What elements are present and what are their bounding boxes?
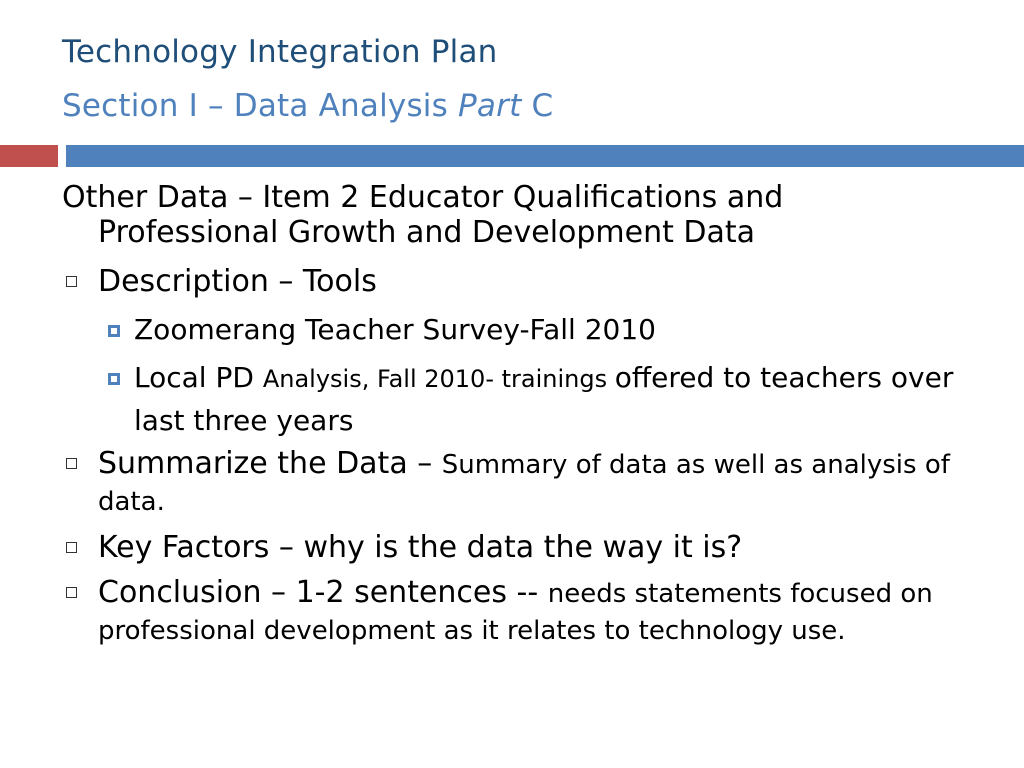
- subtitle-suffix: C: [521, 88, 554, 124]
- bullet-text-b: needs statements focused on professional development as it relates to technology use.: [98, 579, 933, 646]
- hollow-square-bullet-icon: [66, 587, 77, 598]
- bullet-text: Description – Tools: [98, 264, 377, 299]
- intro-paragraph: Other Data – Item 2 Educator Qualifications and Professional Growth and Development Data: [62, 180, 784, 250]
- bullet-text-b: Summary of data as well as analysis of data.: [98, 450, 950, 517]
- bullet-summarize: [62, 446, 962, 520]
- slide-title: Technology Integration Plan: [62, 34, 498, 70]
- bullet-text: Key Factors – why is the data the way it is?: [98, 530, 743, 565]
- bullet-text-a: Summarize the Data –: [98, 446, 442, 481]
- slide-body: [62, 180, 962, 659]
- sub-bullet-text-a: Local PD: [134, 361, 263, 394]
- subtitle-italic: Part: [458, 88, 522, 124]
- blue-square-bullet-icon: [108, 373, 120, 385]
- sub-bullet-text: Zoomerang Teacher Survey-Fall 2010: [134, 313, 656, 346]
- sub-bullet-text-b: Analysis, Fall 2010- trainings: [262, 365, 615, 393]
- blue-square-bullet-icon: [108, 325, 120, 337]
- hollow-square-bullet-icon: [66, 542, 77, 553]
- sub-bullet-text-c: offered to teachers over last three years: [134, 361, 954, 437]
- hollow-square-bullet-icon: [66, 458, 77, 469]
- bullet-text-a: Conclusion – 1-2 sentences --: [98, 575, 548, 610]
- bullet-key-factors: [62, 530, 962, 565]
- sub-bullet-local-pd: [62, 357, 962, 442]
- slide-subtitle: [62, 88, 553, 124]
- bullet-description: [62, 264, 962, 299]
- accent-bar-blue: [66, 145, 1024, 167]
- accent-bar-red: [0, 145, 58, 167]
- bullet-conclusion: [62, 575, 962, 649]
- subtitle-prefix: Section I – Data Analysis: [62, 88, 459, 124]
- sub-bullet-zoomerang: [62, 309, 962, 351]
- hollow-square-bullet-icon: [66, 276, 77, 287]
